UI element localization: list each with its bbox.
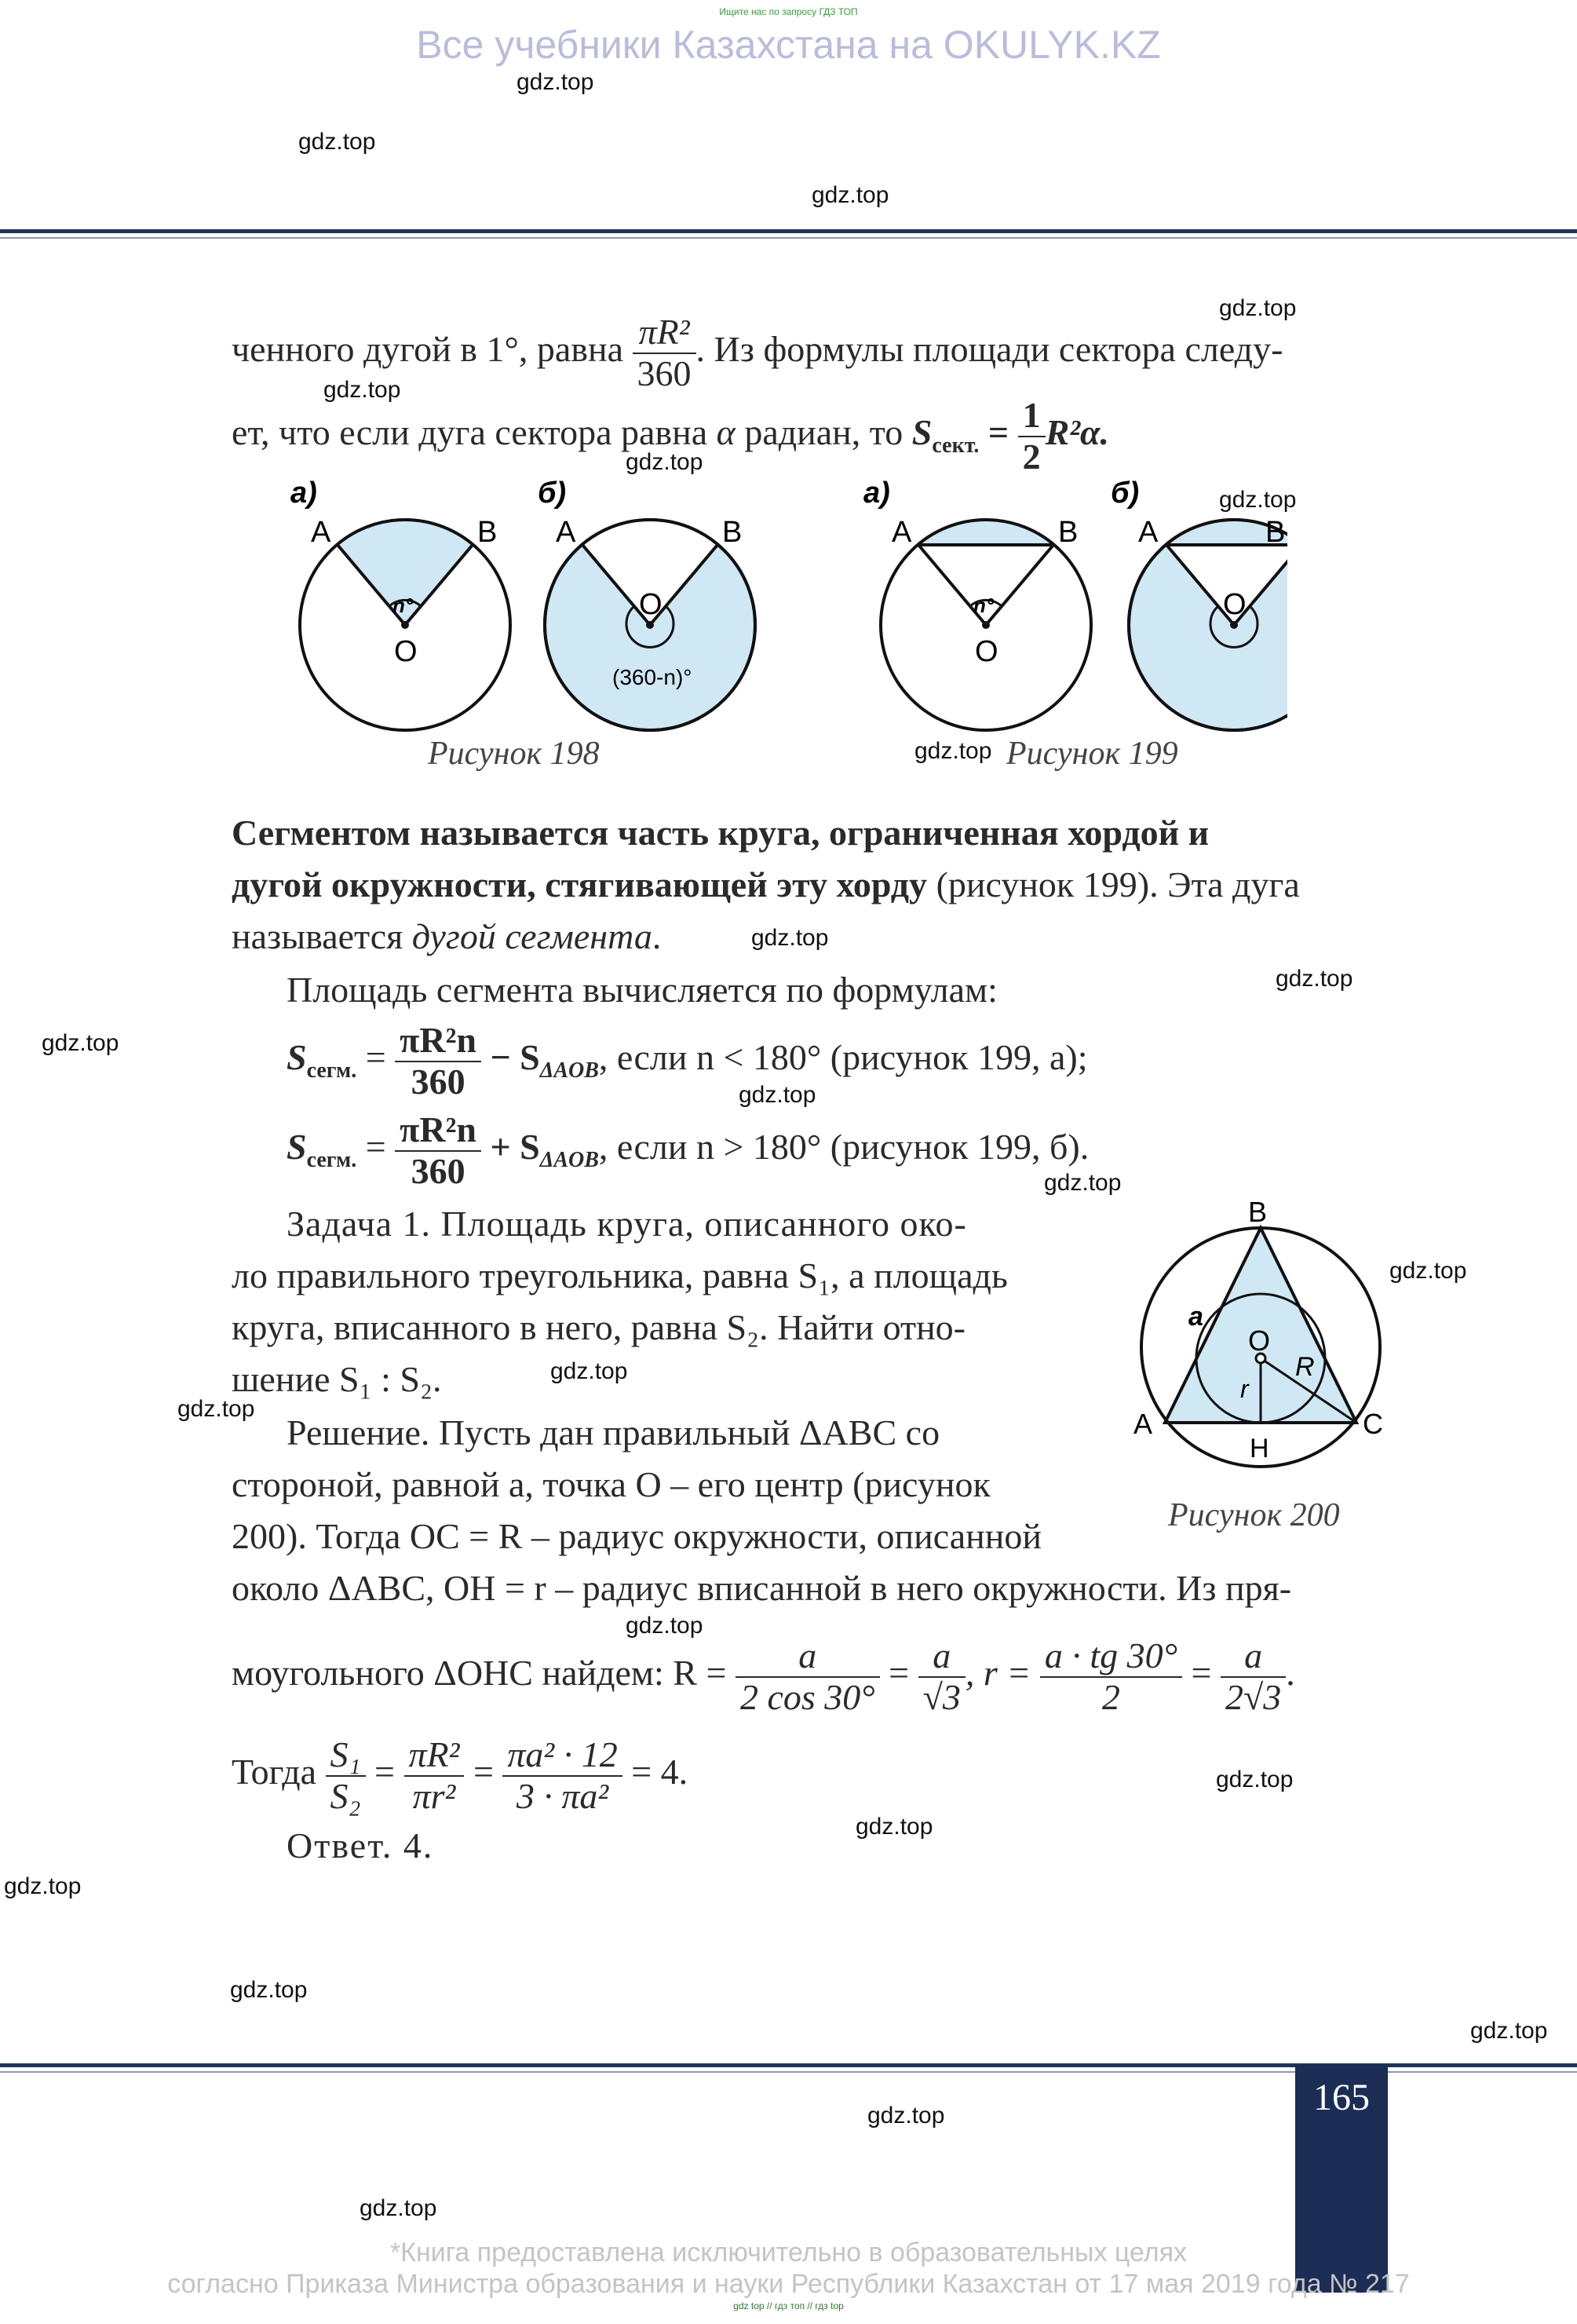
- svg-text:б): б): [1111, 479, 1140, 510]
- watermark: gdz.top: [856, 1814, 933, 1840]
- caption-200: Рисунок 200: [1168, 1497, 1340, 1533]
- svg-text:B: B: [1248, 1196, 1268, 1228]
- formula-segment-2: $S_{сегм.}$ = $\frac{\text{πR²n}}{360}$ + $S_{\Delta AOB}$, если n > 180° (рисунок 199, б).: [287, 1109, 1090, 1191]
- header-rule: [0, 229, 1577, 233]
- footer-line-2: согласно Приказа Министра образования и науки Республики Казахстан от 17 мая 2019 года № 217: [167, 2269, 1410, 2299]
- watermark: gdz.top: [517, 69, 594, 95]
- formula-segment-1: $S_{сегм.}$ = $\frac{\text{πR²n}}{360}$ − $S_{\Delta AOB}$, если n < 180° (рисунок 199, а);: [287, 1020, 1088, 1102]
- search-hint: Ищите нас по запросу ГДЗ ТОП: [719, 6, 858, 17]
- watermark: gdz.top: [360, 2195, 437, 2221]
- watermark: gdz.top: [42, 1030, 119, 1056]
- watermark: gdz.top: [230, 1977, 308, 2003]
- figure-198b: [538, 479, 755, 730]
- svg-text:n°: n°: [392, 594, 414, 617]
- figure-199a: [863, 479, 1091, 730]
- svg-text:B: B: [722, 516, 743, 549]
- watermark: gdz.top: [739, 1082, 816, 1108]
- svg-text:а): а): [863, 479, 890, 510]
- task-line-4: шение S₁ : S₂.: [232, 1359, 442, 1399]
- svg-text:(360-n)°: (360-n)°: [612, 665, 692, 689]
- task-line-1: Задача 1. Площадь круга, описанного око-: [287, 1204, 967, 1244]
- svg-text:A: A: [311, 516, 331, 549]
- svg-text:B: B: [477, 516, 498, 549]
- svg-text:O: O: [639, 588, 663, 621]
- watermark: gdz.top: [1276, 966, 1353, 992]
- segment-definition-2: дугой окружности, стягивающей эту хорду (рисунок 199). Эта дуга: [232, 864, 1300, 904]
- svg-text:O: O: [975, 635, 998, 668]
- watermark: gdz.top: [812, 182, 889, 208]
- watermark: gdz.top: [1470, 2018, 1548, 2044]
- svg-text:a: a: [1188, 1302, 1203, 1332]
- svg-text:O: O: [394, 635, 418, 668]
- formula-intro: Площадь сегмента вычисляется по формулам:: [287, 970, 998, 1010]
- watermark: gdz.top: [914, 738, 992, 764]
- watermark: gdz.top: [626, 1613, 703, 1639]
- footer-line-1: *Книга предоставлена исключительно в образовательных целях: [389, 2238, 1188, 2267]
- figure-199b: [1111, 479, 1287, 730]
- solution-line-2: стороной, равной a, точка O – его центр (рисунок: [232, 1464, 991, 1504]
- formula-radii: моугольного ΔOHC найдем: R = $\frac{a}{2 \cos 30^\circ}$ = $\frac{a}{√3}$ , r = $\frac{a \cdot tg 30^\circ}{2}$ = $\frac{a}{2√3}$ .: [232, 1635, 1295, 1717]
- site-title[interactable]: Все учебники Казахстана на OKULYK.KZ: [416, 23, 1161, 67]
- formula-ratio: Тогда $\frac{\text{S₁}}{\text{S₂}}$ = $\frac{\text{πR²}}{\text{πr²}}$ = $\frac{\text{πa² · 12}}{\text{3 · πa²}}$ = 4.: [232, 1734, 688, 1816]
- watermark: gdz.top: [626, 449, 703, 475]
- svg-text:б): б): [538, 479, 567, 510]
- svg-text:A: A: [1133, 1408, 1153, 1440]
- watermark: gdz.top: [298, 129, 376, 155]
- watermark: gdz.top: [1219, 295, 1297, 321]
- text-line-2: ет, что если дуга сектора равна α радиан, то $S_{сект.}$ = $\frac{1}{2}$ R²α.: [232, 395, 1109, 477]
- svg-text:A: A: [556, 516, 576, 549]
- watermark: gdz.top: [1219, 487, 1297, 513]
- caption-199: Рисунок 199: [1006, 736, 1178, 772]
- svg-text:B: B: [1058, 516, 1079, 549]
- watermark: gdz.top: [867, 2103, 945, 2129]
- figure-198a: [290, 479, 510, 730]
- text-line-1: ченного дугой в 1°, равна $\frac{\text{πR²}}{360}$ . Из формулы площади сектора следу-: [232, 312, 1283, 393]
- svg-text:B: B: [1265, 516, 1286, 549]
- figures-198-199: [267, 479, 1287, 777]
- watermark: gdz.top: [177, 1396, 255, 1422]
- svg-text:C: C: [1363, 1408, 1383, 1440]
- solution-line-4: около ΔABC, OH = r – радиус вписанной в него окружности. Из пря-: [232, 1568, 1292, 1608]
- watermark: gdz.top: [1389, 1258, 1467, 1284]
- watermark: gdz.top: [1044, 1170, 1122, 1196]
- page-number: 165: [1313, 2077, 1370, 2118]
- header-rule-thin: [0, 237, 1577, 239]
- watermark: gdz.top: [550, 1358, 628, 1384]
- svg-text:A: A: [892, 516, 912, 549]
- task-line-2: ло правильного треугольника, равна S₁, а площадь: [232, 1255, 1008, 1295]
- answer: Ответ. 4.: [287, 1825, 434, 1865]
- solution-line-3: 200). Тогда OC = R – радиус окружности, описанной: [232, 1516, 1042, 1556]
- watermark: gdz.top: [1216, 1767, 1294, 1792]
- watermark: gdz.top: [751, 925, 829, 951]
- segment-definition-3: называется дугой сегмента.: [232, 916, 662, 956]
- svg-text:H: H: [1250, 1434, 1269, 1463]
- watermark: gdz.top: [323, 377, 401, 403]
- solution-line-1: Решение. Пусть дан правильный ΔABC со: [287, 1412, 940, 1452]
- footer-links[interactable]: gdz top // гдз топ // гдз top: [733, 2300, 844, 2311]
- svg-text:R: R: [1295, 1352, 1315, 1382]
- watermark: gdz.top: [4, 1873, 82, 1899]
- task-line-3: круга, вписанного в него, равна S₂. Найти отно-: [232, 1307, 966, 1347]
- svg-text:r: r: [1240, 1375, 1249, 1403]
- svg-text:A: A: [1138, 516, 1159, 549]
- caption-198: Рисунок 198: [428, 736, 600, 772]
- svg-text:O: O: [1248, 1325, 1271, 1357]
- svg-text:n°: n°: [973, 594, 995, 617]
- fig198a-label: а): [290, 479, 317, 510]
- svg-text:O: O: [1223, 588, 1247, 621]
- figure-200: [1130, 1193, 1413, 1492]
- segment-definition-1: Сегментом называется часть круга, ограниченная хордой и: [232, 813, 1210, 853]
